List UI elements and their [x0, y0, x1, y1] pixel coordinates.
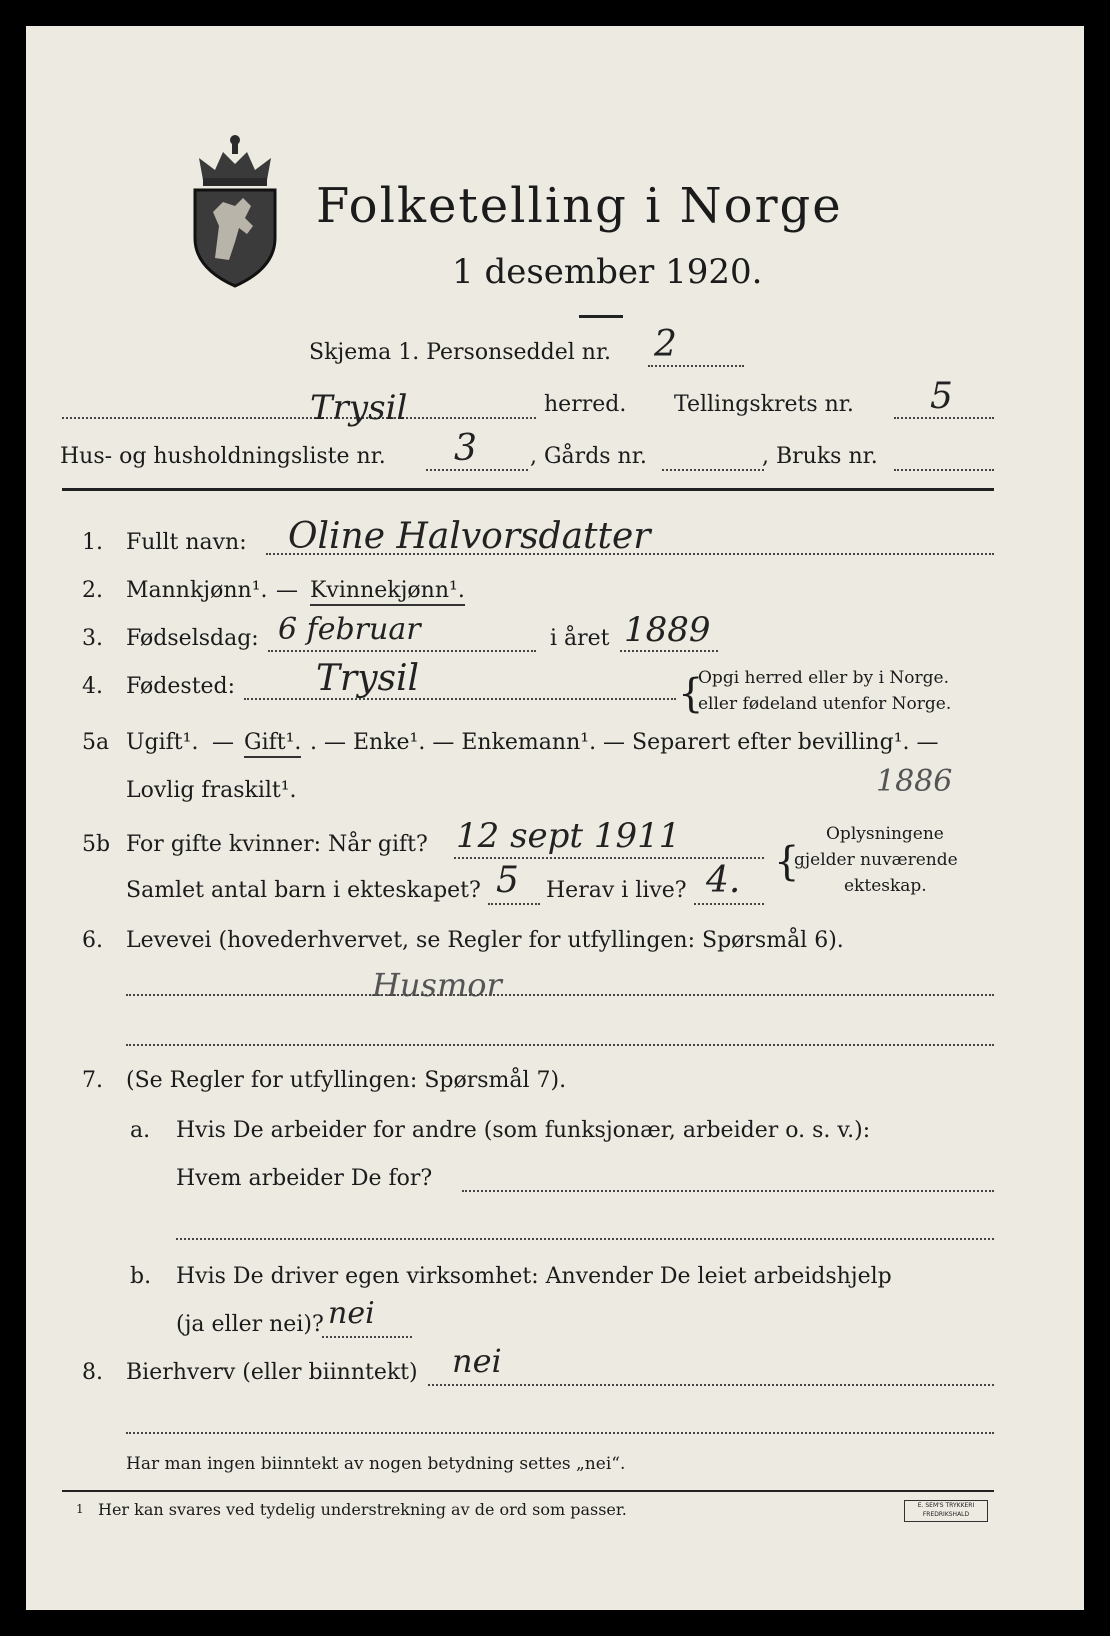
q5b-brace: {	[774, 839, 800, 885]
children-alive-value[interactable]: 4.	[706, 860, 741, 901]
q2-number: 2.	[82, 578, 103, 603]
q1-label: Fullt navn:	[126, 530, 247, 555]
q7b-number: b.	[130, 1264, 152, 1289]
q4-note-1: Opgi herred eller by i Norge.	[698, 668, 949, 688]
tellingskrets-value[interactable]: 5	[930, 376, 953, 417]
employer-label: Hvem arbeider De for?	[176, 1166, 433, 1191]
q7a-number: a.	[130, 1118, 151, 1143]
birth-year-value[interactable]: 1889	[624, 610, 711, 650]
gift-option[interactable]: Gift¹.	[244, 730, 301, 758]
q5a-dash: —	[212, 730, 234, 755]
title-divider	[579, 315, 623, 318]
q4-label: Fødested:	[126, 674, 236, 699]
form-title: Folketelling i Norge	[316, 178, 843, 234]
birth-year-field-line	[620, 650, 718, 652]
q7b-text: Hvis De driver egen virksomhet: Anvender De leiet arbeidshjelp	[176, 1264, 892, 1289]
side-income-field-line-2	[126, 1432, 994, 1434]
coat-of-arms-icon	[189, 130, 281, 288]
bruks-field-line	[894, 469, 994, 471]
hired-help-value[interactable]: nei	[328, 1296, 375, 1331]
side-income-field-line-1	[428, 1384, 994, 1386]
herred-field-line	[62, 417, 536, 419]
margin-note: 1886	[876, 764, 953, 799]
bruks-label: , Bruks nr.	[762, 444, 878, 469]
printer-line-2: FREDRIKSHALD	[922, 1511, 970, 1518]
husholdningsliste-value[interactable]: 3	[454, 428, 477, 469]
tellingskrets-label: Tellingskrets nr.	[674, 392, 854, 417]
q3-label: Fødselsdag:	[126, 626, 259, 651]
schema-label: Skjema 1. Personseddel nr.	[309, 340, 612, 365]
husholdningsliste-label: Hus- og husholdningsliste nr.	[60, 444, 386, 469]
kvinnekjonn-option[interactable]: Kvinnekjønn¹.	[310, 578, 465, 606]
q6-number: 6.	[82, 928, 103, 953]
q5a-number: 5a	[82, 730, 110, 755]
employer-field-line-1	[462, 1190, 994, 1192]
birthday-value[interactable]: 6 februar	[278, 612, 421, 647]
married-date-value[interactable]: 12 sept 1911	[456, 816, 681, 856]
occupation-field-line-2	[126, 1044, 994, 1046]
ugift-option[interactable]: Ugift¹.	[126, 730, 199, 755]
printer-stamp	[904, 1500, 988, 1522]
census-date: 1 desember 1920.	[452, 252, 763, 292]
herred-value[interactable]: Trysil	[310, 388, 408, 428]
footnote-text: Her kan svares ved tydelig understrekning av de ord som passer.	[98, 1500, 627, 1519]
occupation-field-line-1	[126, 994, 994, 996]
census-form	[26, 26, 1084, 1610]
herred-label: herred.	[544, 392, 627, 417]
footer-rule	[62, 1490, 994, 1492]
printer-line-1: E. SEM'S TRYKKERI	[917, 1502, 975, 1509]
married-date-label: For gifte kvinner: Når gift?	[126, 832, 428, 857]
q1-number: 1.	[82, 530, 103, 555]
side-income-value[interactable]: nei	[452, 1342, 502, 1380]
occupation-value[interactable]: Husmor	[372, 966, 502, 1004]
children-total-value[interactable]: 5	[496, 860, 519, 901]
employer-field-line-2	[176, 1238, 994, 1240]
q3-number: 3.	[82, 626, 103, 651]
birth-year-label: i året	[550, 626, 610, 651]
birthplace-field-line	[244, 698, 676, 700]
mannkjonn-option[interactable]: Mannkjønn¹.	[126, 578, 268, 603]
footer-note: Har man ingen biinntekt av nogen betydning settes „nei“.	[126, 1454, 626, 1474]
q7-label: (Se Regler for utfyllingen: Spørsmål 7).	[126, 1068, 567, 1093]
children-total-field-line	[488, 903, 540, 905]
children-total-label: Samlet antal barn i ekteskapet?	[126, 878, 481, 903]
husholdningsliste-field-line	[426, 469, 528, 471]
q8-number: 8.	[82, 1360, 103, 1385]
birthday-field-line	[268, 650, 536, 652]
q8-label: Bierhverv (eller biinntekt)	[126, 1360, 418, 1385]
footnote-number: 1	[76, 1502, 84, 1516]
q4-note-2: eller fødeland utenfor Norge.	[698, 694, 952, 714]
q5b-number: 5b	[82, 832, 111, 857]
full-name-value[interactable]: Oline Halvorsdatter	[288, 516, 651, 557]
tellingskrets-field-line	[894, 417, 994, 419]
hired-help-label: (ja eller nei)?	[176, 1312, 324, 1337]
q5b-note-3: ekteskap.	[844, 876, 927, 896]
children-alive-field-line	[694, 903, 764, 905]
q7-number: 7.	[82, 1068, 103, 1093]
birthplace-value[interactable]: Trysil	[316, 658, 420, 699]
fraskilt-option[interactable]: Lovlig fraskilt¹.	[126, 778, 297, 803]
children-alive-label: Herav i live?	[546, 878, 687, 903]
q5b-note-1: Oplysningene	[826, 824, 944, 844]
q2-dash: —	[276, 578, 298, 603]
gards-label: , Gårds nr.	[530, 444, 647, 469]
q5b-note-2: gjelder nuværende	[794, 850, 958, 870]
gards-field-line	[662, 469, 764, 471]
q7a-text: Hvis De arbeider for andre (som funksjonær, arbeider o. s. v.):	[176, 1118, 871, 1143]
personseddel-number[interactable]: 2	[654, 324, 677, 365]
header-rule	[62, 488, 994, 491]
q5a-other-options[interactable]: . — Enke¹. — Enkemann¹. — Separert efter bevilling¹. —	[310, 730, 939, 755]
q6-label: Levevei (hovederhvervet, se Regler for utfyllingen: Spørsmål 6).	[126, 928, 844, 953]
married-date-field-line	[454, 857, 764, 859]
full-name-field-line	[266, 553, 994, 555]
hired-help-field-line	[322, 1336, 412, 1338]
personseddel-field-line	[648, 365, 744, 367]
q4-number: 4.	[82, 674, 103, 699]
q4-brace: {	[678, 671, 704, 717]
